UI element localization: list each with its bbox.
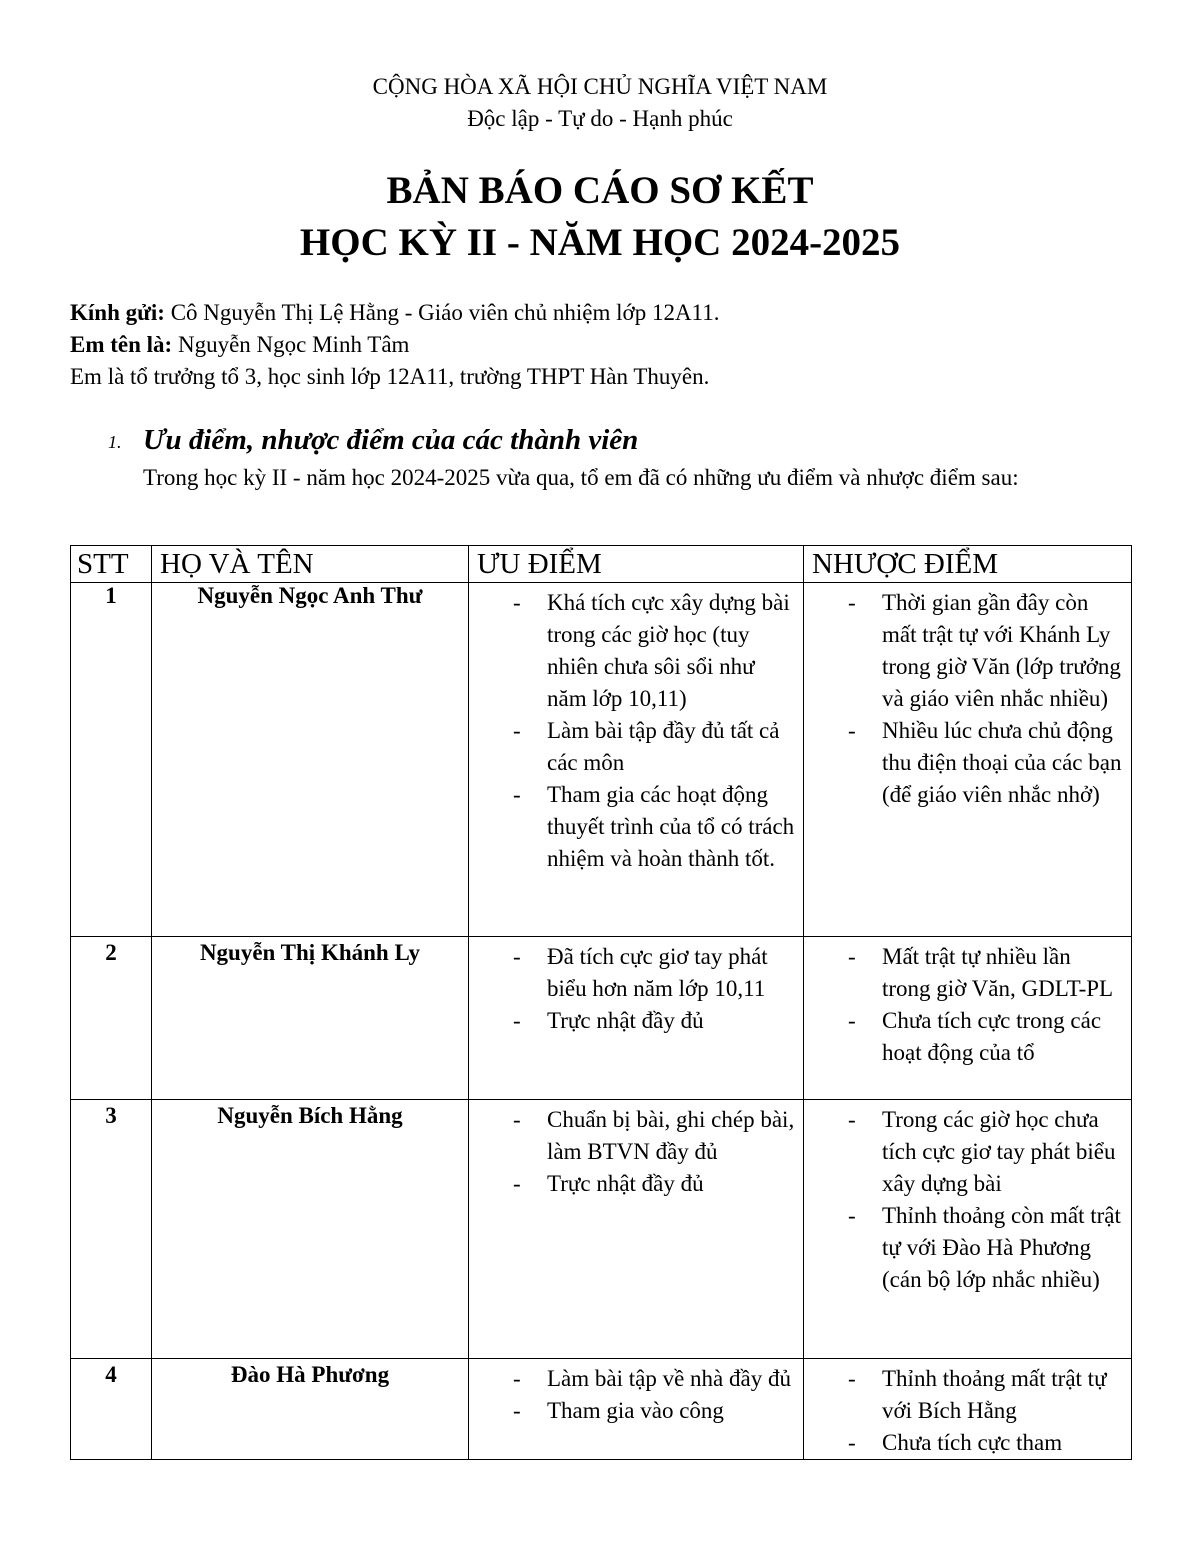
recipient-line	[70, 300, 719, 326]
row-stt: 4	[71, 1359, 152, 1460]
table-row	[71, 1359, 1132, 1460]
section-title: Ưu điểm, nhược điểm của các thành viên	[143, 424, 639, 456]
table-header-row	[71, 546, 1132, 583]
table-row	[71, 937, 1132, 1100]
row-member-name: Nguyễn Ngọc Anh Thư	[152, 583, 469, 937]
author-name-label: Em tên là:	[70, 332, 173, 357]
row-strengths	[469, 1100, 804, 1359]
row-member-name: Đào Hà Phương	[152, 1359, 469, 1460]
national-motto-line1: CỘNG HÒA XÃ HỘI CHỦ NGHĨA VIỆT NAM	[372, 74, 828, 99]
list-item: - Trực nhật đầy đủ	[469, 1168, 795, 1200]
row-strengths	[469, 583, 804, 937]
list-item: - Trong các giờ học chưa tích cực giơ tay phát biểu xây dựng bài	[804, 1104, 1123, 1200]
row-weaknesses	[804, 937, 1132, 1100]
list-item: - Mất trật tự nhiều lần trong giờ Văn, GDLT-PL	[804, 941, 1123, 1005]
table-row	[71, 583, 1132, 937]
row-weaknesses	[804, 1100, 1132, 1359]
header-weaknesses: NHƯỢC ĐIỂM	[804, 546, 1132, 583]
section-number: 1.	[108, 432, 122, 452]
list-item: - Làm bài tập về nhà đầy đủ	[469, 1363, 795, 1395]
list-item: - Tham gia vào công	[469, 1395, 795, 1427]
list-item: - Tham gia các hoạt động thuyết trình của tổ có trách nhiệm và hoàn thành tốt.	[469, 779, 795, 875]
list-item: - Khá tích cực xây dựng bài trong các giờ học (tuy nhiên chưa sôi sổi như năm lớp 10,11)	[469, 587, 795, 715]
list-item: - Chưa tích cực tham	[804, 1427, 1123, 1459]
list-item: - Nhiều lúc chưa chủ động thu điện thoại của các bạn (để giáo viên nhắc nhở)	[804, 715, 1123, 811]
row-stt: 3	[71, 1100, 152, 1359]
list-item: - Thỉnh thoảng còn mất trật tự với Đào Hà Phương (cán bộ lớp nhắc nhiều)	[804, 1200, 1123, 1296]
row-member-name: Nguyễn Thị Khánh Ly	[152, 937, 469, 1100]
list-item: - Trực nhật đầy đủ	[469, 1005, 795, 1037]
list-item: - Chuẩn bị bài, ghi chép bài, làm BTVN đầy đủ	[469, 1104, 795, 1168]
report-title-line1: BẢN BÁO CÁO SƠ KẾT	[386, 169, 814, 212]
author-role-line: Em là tổ trưởng tổ 3, học sinh lớp 12A11, trường THPT Hàn Thuyên.	[70, 364, 710, 389]
list-item: - Chưa tích cực trong các hoạt động của tổ	[804, 1005, 1123, 1069]
report-title-line2: HỌC KỲ II - NĂM HỌC 2024-2025	[299, 221, 901, 264]
table-row	[71, 1100, 1132, 1359]
section-paragraph: Trong học kỳ II - năm học 2024-2025 vừa qua, tổ em đã có những ưu điểm và nhược điểm sau:	[143, 465, 1019, 490]
row-weaknesses	[804, 583, 1132, 937]
list-item: - Làm bài tập đầy đủ tất cả các môn	[469, 715, 795, 779]
national-motto-line2: Độc lập - Tự do - Hạnh phúc	[467, 106, 733, 131]
author-name-value: Nguyễn Ngọc Minh Tâm	[172, 332, 410, 357]
recipient-label: Kính gửi:	[70, 300, 165, 325]
row-strengths	[469, 1359, 804, 1460]
author-name-line	[70, 332, 409, 358]
header-strengths: ƯU ĐIỂM	[469, 546, 804, 583]
list-item: - Thời gian gần đây còn mất trật tự với Khánh Ly trong giờ Văn (lớp trưởng và giáo viên nhắc nhiều)	[804, 587, 1123, 715]
row-member-name: Nguyễn Bích Hằng	[152, 1100, 469, 1359]
header-stt: STT	[71, 546, 152, 583]
row-stt: 2	[71, 937, 152, 1100]
row-stt: 1	[71, 583, 152, 937]
row-weaknesses	[804, 1359, 1132, 1460]
members-report-table	[70, 545, 1132, 1460]
row-strengths	[469, 937, 804, 1100]
recipient-value: Cô Nguyễn Thị Lệ Hằng - Giáo viên chủ nhiệm lớp 12A11.	[164, 300, 720, 325]
list-item: - Thỉnh thoảng mất trật tự với Bích Hằng	[804, 1363, 1123, 1427]
list-item: - Đã tích cực giơ tay phát biểu hơn năm lớp 10,11	[469, 941, 795, 1005]
header-name: HỌ VÀ TÊN	[152, 546, 469, 583]
